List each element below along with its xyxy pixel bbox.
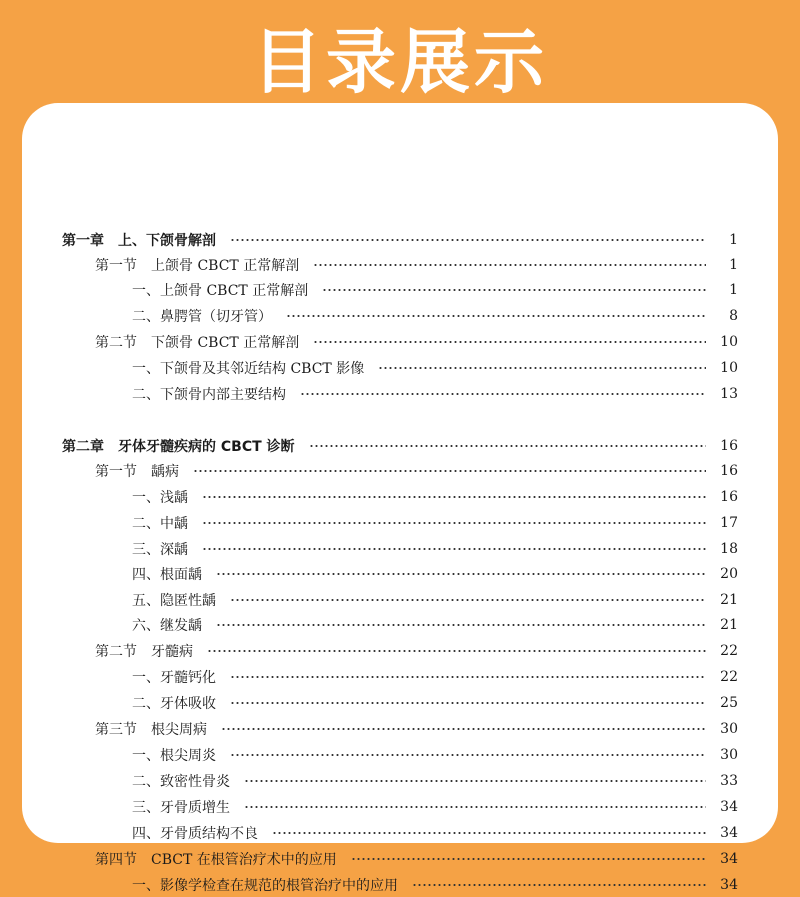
toc-entry-label [132, 306, 272, 326]
toc-entry-title: 六、继发龋 [132, 618, 202, 634]
toc-page-number: 17 [720, 515, 738, 531]
toc-entry-title: 一、浅龋 [132, 490, 188, 506]
toc-page-number: 1 [729, 257, 738, 273]
toc-entry-label [95, 849, 337, 869]
toc-item-entry [132, 382, 738, 406]
toc-page-number: 21 [720, 617, 738, 633]
toc-chapter-entry [62, 434, 738, 458]
toc-section-entry [95, 253, 738, 277]
toc-entry-label [132, 384, 286, 404]
dot-leader [244, 776, 706, 786]
dot-leader [300, 389, 706, 399]
toc-section-entry [95, 330, 738, 354]
toc-item-entry [132, 562, 738, 586]
toc-entry-title: 一、上颌骨 CBCT 正常解剖 [132, 283, 309, 299]
toc-entry-number: 第二章 [62, 439, 104, 455]
dot-leader [244, 802, 706, 812]
toc-entry-number: 第一节 [95, 464, 137, 480]
toc-entry-label [62, 230, 216, 250]
toc-entry-title: 上颌骨 CBCT 正常解剖 [151, 258, 300, 274]
toc-entry-number: 第一章 [62, 233, 104, 249]
dot-leader [230, 750, 706, 760]
toc-page-number: 34 [720, 799, 738, 815]
toc-item-entry [132, 356, 738, 380]
dot-leader [322, 285, 706, 295]
toc-entry-label [132, 875, 398, 895]
toc-entry-title: 二、鼻腭管（切牙管） [132, 309, 272, 325]
toc-page-number: 8 [729, 308, 738, 324]
toc-sheet [22, 103, 778, 894]
dot-leader [230, 595, 706, 605]
toc-page-number: 22 [720, 643, 738, 659]
dot-leader [202, 518, 706, 528]
toc-entry-label [95, 641, 193, 661]
toc-entry-number: 第二节 [95, 335, 137, 351]
toc-entry-label [132, 358, 364, 378]
dot-leader [412, 880, 706, 890]
toc-item-entry [132, 821, 738, 845]
toc-page-number: 30 [720, 721, 738, 737]
toc-item-entry [132, 873, 738, 897]
toc-entry-title: 二、致密性骨炎 [132, 774, 230, 790]
toc-page-number: 20 [720, 566, 738, 582]
toc-entry-title: 一、下颌骨及其邻近结构 CBCT 影像 [132, 361, 365, 377]
dot-leader [230, 672, 706, 682]
toc-entry-title: 根尖周病 [151, 722, 207, 738]
toc-page-number: 16 [720, 438, 738, 454]
toc-entry-title: 三、深龋 [132, 542, 188, 558]
toc-section-entry [95, 717, 738, 741]
toc-item-entry [132, 691, 738, 715]
toc-section-entry [95, 847, 738, 871]
toc-page-number: 25 [720, 695, 738, 711]
toc-item-entry [132, 588, 738, 612]
toc-entry-title: 一、牙髓钙化 [132, 670, 216, 686]
toc-page-number: 13 [720, 386, 738, 402]
toc-page-number: 1 [729, 232, 738, 248]
toc-entry-label [132, 564, 202, 584]
dot-leader [313, 260, 706, 270]
dot-leader [313, 337, 706, 347]
toc-entry-title: 二、下颌骨内部主要结构 [132, 387, 286, 403]
dot-leader [309, 441, 706, 451]
toc-section-entry [95, 459, 738, 483]
toc-entry-label [132, 513, 188, 533]
toc-page-number: 10 [720, 334, 738, 350]
toc-entry-label [62, 436, 295, 456]
dot-leader [272, 828, 706, 838]
dot-leader [230, 698, 706, 708]
toc-entry-title: 五、隐匿性龋 [132, 593, 216, 609]
toc-page-number: 33 [720, 773, 738, 789]
toc-section-entry [95, 639, 738, 663]
toc-item-entry [132, 511, 738, 535]
page-title: 目录展示 [252, 21, 548, 103]
toc-entry-number: 第二节 [95, 644, 137, 660]
dot-leader [216, 620, 706, 630]
toc-page-number: 16 [720, 489, 738, 505]
toc-entry-title: 上、下颌骨解剖 [118, 233, 216, 249]
toc-page-number: 34 [720, 825, 738, 841]
dot-leader [286, 311, 706, 321]
dot-leader [207, 646, 706, 656]
toc-entry-title: 龋病 [151, 464, 179, 480]
toc-entry-label [132, 615, 202, 635]
toc-entry-label [132, 487, 188, 507]
toc-entry-label [132, 280, 308, 300]
dot-leader [221, 724, 706, 734]
toc-chapter-entry [62, 228, 738, 252]
dot-leader [230, 235, 706, 245]
dot-leader [378, 363, 706, 373]
toc-page-number: 22 [720, 669, 738, 685]
dot-leader [193, 466, 706, 476]
toc-entry-title: 下颌骨 CBCT 正常解剖 [151, 335, 300, 351]
toc-item-entry [132, 278, 738, 302]
toc-item-entry [132, 304, 738, 328]
toc-entry-title: 一、根尖周炎 [132, 748, 216, 764]
toc-page-number: 21 [720, 592, 738, 608]
toc-entry-label [132, 667, 216, 687]
toc-entry-title: 一、影像学检查在规范的根管治疗中的应用 [132, 878, 398, 894]
toc-item-entry [132, 485, 738, 509]
toc-page-number: 1 [729, 282, 738, 298]
toc-page-number: 18 [720, 541, 738, 557]
toc-entry-label [95, 255, 299, 275]
toc-entry-title: 牙体牙髓疾病的 CBCT 诊断 [118, 439, 295, 455]
dot-leader [351, 854, 706, 864]
toc-entry-label [95, 461, 179, 481]
toc-entry-number: 第四节 [95, 852, 137, 868]
dot-leader [216, 569, 706, 579]
toc-entry-label [95, 719, 207, 739]
toc-page-number: 10 [720, 360, 738, 376]
toc-page-number: 34 [720, 851, 738, 867]
toc-entry-number: 第一节 [95, 258, 137, 274]
dot-leader [202, 544, 706, 554]
toc-entry-title: 二、中龋 [132, 516, 188, 532]
toc-entry-title: 二、牙体吸收 [132, 696, 216, 712]
toc-item-entry [132, 795, 738, 819]
toc-entry-label [132, 745, 216, 765]
toc-entry-label [132, 771, 230, 791]
toc-entry-title: CBCT 在根管治疗术中的应用 [151, 852, 337, 868]
toc-item-entry [132, 769, 738, 793]
toc-entry-number: 第三节 [95, 722, 137, 738]
toc-item-entry [132, 537, 738, 561]
toc-page-number: 34 [720, 877, 738, 893]
toc-entry-title: 三、牙骨质增生 [132, 800, 230, 816]
toc-entry-title: 牙髓病 [151, 644, 193, 660]
toc-entry-label [132, 539, 188, 559]
toc-entry-label [132, 797, 230, 817]
toc-page-number: 30 [720, 747, 738, 763]
toc-item-entry [132, 665, 738, 689]
toc-entry-label [132, 693, 216, 713]
toc-entry-label [132, 823, 258, 843]
toc-item-entry [132, 613, 738, 637]
toc-entry-title: 四、牙骨质结构不良 [132, 826, 258, 842]
dot-leader [202, 492, 706, 502]
toc-entry-label [95, 332, 299, 352]
toc-entry-label [132, 590, 216, 610]
toc-entry-title: 四、根面龋 [132, 567, 202, 583]
toc-page-number: 16 [720, 463, 738, 479]
toc-item-entry [132, 743, 738, 767]
